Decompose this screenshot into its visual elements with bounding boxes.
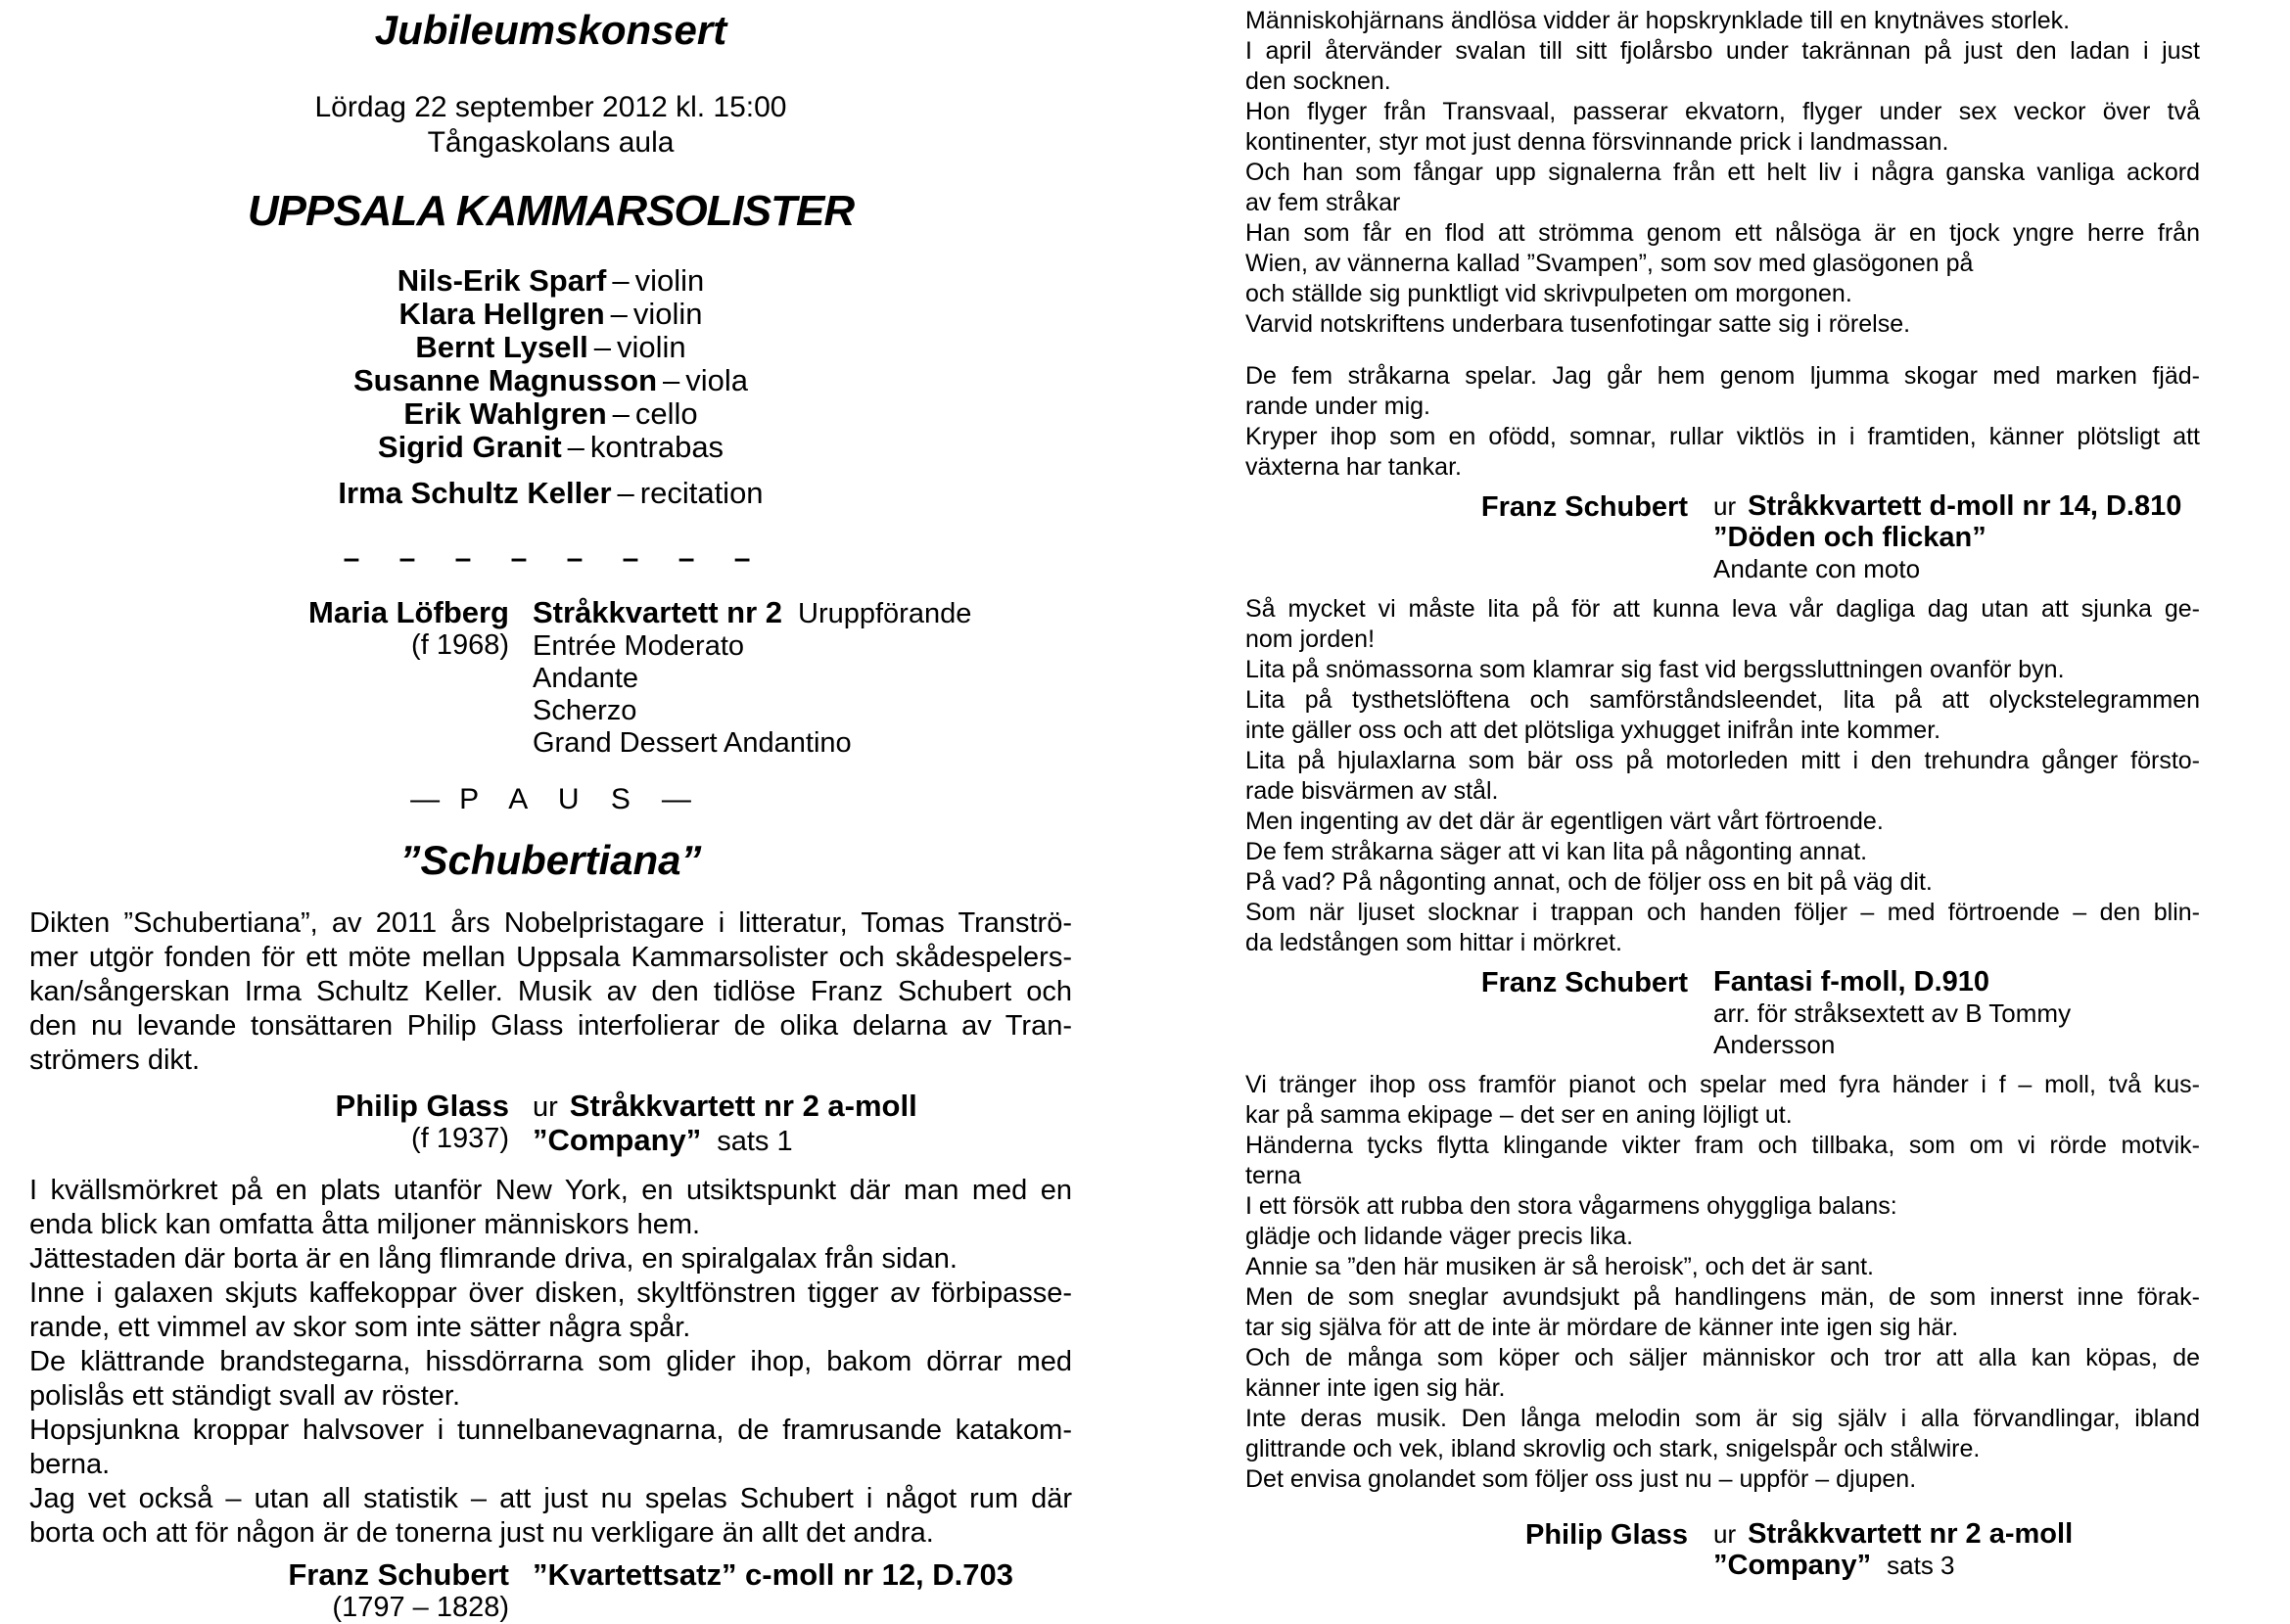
text-line: den nu levande tonsättaren Philip Glass interfolierar de olika delarna av Tran- (29, 1010, 1072, 1042)
dash-separator: – (567, 430, 584, 464)
piece-cell (1713, 490, 2200, 584)
composer-name: Maria Löfberg (308, 595, 509, 629)
piece-title: Stråkkvartett d-moll nr 14, D.810 (1748, 490, 2182, 522)
text-line: tar sig själva för att de inte är mördare de känner inte igen sig här. (1245, 1314, 1959, 1341)
text-line: De klättrande brandstegarna, hissdörrarna som glider ihop, bakom dörrar med (29, 1346, 1072, 1377)
piece-cell (533, 1090, 1072, 1158)
arranger-line-1: arr. för stråksextett av B Tommy (1713, 998, 2072, 1028)
composer-cell (1245, 1518, 1688, 1581)
text-line: Inte deras musik. Den långa melodin som är sig själv i alla förvandlingar, ibland (1245, 1405, 2200, 1432)
text-line: Så mycket vi måste lita på för att kunna leva vår dagliga dag utan att sjunka ge- (1245, 595, 2200, 623)
text-line: kan/sångerskan Irma Schultz Keller. Musik av den tidlöse Franz Schubert och (29, 976, 1072, 1007)
text-line: Lita på tysthetslöftena och samförståndsleendet, lita på att olyckstelegrammen (1245, 686, 2200, 714)
performer-role: kontrabas (589, 430, 724, 464)
arranger-line-2: Andersson (1713, 1030, 1836, 1059)
composer-name: Franz Schubert (1480, 491, 1688, 523)
text-line: terna (1245, 1162, 1301, 1189)
piece-title: Stråkkvartett nr 2 a-moll (569, 1089, 917, 1123)
right-column (1245, 6, 2200, 1581)
intermission-line (29, 783, 1072, 816)
venue-line: Tångaskolans aula (427, 126, 675, 159)
premiere-note: Uruppförande (798, 598, 972, 629)
program-entry-fantasi (1245, 966, 2200, 1060)
performer-role: viola (685, 363, 749, 397)
piece-title-line (1713, 966, 2200, 998)
text-line: Andante (533, 663, 639, 694)
piece-title-line (533, 1090, 1072, 1124)
performer-row (29, 364, 1072, 397)
text-line: borta och att för någon är de tonerna just nu verkligare än allt det andra. (29, 1517, 934, 1549)
text-line: känner inte igen sig här. (1245, 1374, 1506, 1402)
page-title: Jubileumskonsert (374, 7, 727, 53)
text-line: Entrée Moderato (533, 630, 745, 662)
movement-note: sats 1 (717, 1126, 793, 1157)
text-line: Dikten ”Schubertiana”, av 2011 års Nobelpristagare i litteratur, Tomas Tranströ- (29, 907, 1072, 939)
text-line: den socknen. (1245, 68, 1391, 95)
text-line: glittrande och vek, ibland skrovlig och stark, snigelspår och stålwire. (1245, 1435, 1981, 1462)
section-title-schubertiana: ”Schubertiana” (399, 837, 702, 883)
program-entry-glass-sats3 (1245, 1518, 2200, 1581)
program-entry-doden-och-flickan (1245, 490, 2200, 584)
piece-subtitle: ”Döden och flickan” (1713, 522, 1986, 553)
composer-name: Franz Schubert (288, 1557, 509, 1592)
composer-cell (1245, 490, 1688, 584)
reciter-name: Irma Schultz Keller (338, 476, 612, 510)
performer-role: violin (634, 263, 705, 298)
dash-separator: – (612, 396, 630, 431)
program-entry-lofberg (29, 596, 1072, 760)
text-line: Annie sa ”den här musiken är så heroisk”, och det är sant. (1245, 1253, 1874, 1280)
text-line: Wien, av vännerna kallad ”Svampen”, som sov med glasögonen på (1245, 250, 1974, 277)
text-line: nom jorden! (1245, 626, 1376, 653)
text-line: mer utgör fonden för ett möte mellan Uppsala Kammarsolister och skådespelers- (29, 942, 1072, 973)
piece-title-line (1713, 1518, 2200, 1550)
performer-row (29, 264, 1072, 298)
date-block (29, 90, 1072, 161)
text-line: Varvid notskriftens underbara tusenfotingar satte sig i rörelse. (1245, 310, 1911, 338)
piece-cell (1713, 1518, 2200, 1581)
text-line: De fem stråkarna säger att vi kan lita på någonting annat. (1245, 838, 1868, 865)
piece-subtitle-line (1713, 522, 2200, 553)
text-line: På vad? På någonting annat, och de följer oss en bit på väg dit. (1245, 868, 1933, 896)
poem-company-part3 (1245, 361, 2200, 483)
performer-row (29, 431, 1072, 464)
composer-cell (29, 1558, 509, 1624)
dash-separator: – (610, 297, 628, 331)
text-line: Hopsjunkna kroppar halvsover i tunnelbanevagnarna, de framrusande katakom- (29, 1415, 1072, 1446)
text-line: Som när ljuset slocknar i trappan och handen följer – med förtroende – den blin- (1245, 899, 2200, 926)
piece-title-line (533, 596, 1072, 630)
text-line: I april återvänder svalan till sitt fjolårsbo under takrännan på just den ladan i just (1245, 37, 2200, 65)
text-line: växterna har tankar. (1245, 453, 1462, 481)
text-line: Vi tränger ihop oss framför pianot och spelar med fyra händer i f – moll, två kus- (1245, 1071, 2200, 1098)
program-entry-glass-sats1 (29, 1090, 1072, 1158)
program-entry-kvartettsatz (29, 1558, 1072, 1624)
piece-title-line (533, 1558, 1072, 1593)
date-line: Lördag 22 september 2012 kl. 15:00 (314, 91, 787, 123)
performer-role: cello (634, 396, 698, 431)
text-line: inte gäller oss och att det plötsliga yxhugget inifrån inte kommer. (1245, 717, 1941, 744)
performer-name: Bernt Lysell (415, 330, 588, 364)
piece-cell (1713, 966, 2200, 1060)
em-dash: — (410, 783, 441, 815)
piece-title-line (1713, 490, 2200, 522)
composer-cell (1245, 966, 1688, 1060)
piece-subtitle: ”Company” (1713, 1550, 1872, 1581)
text-line: Händerna tycks flytta klingande vikter fram och tillbaka, som om vi rörde motvik- (1245, 1132, 2200, 1159)
performers-list (29, 264, 1072, 464)
text-line: strömers dikt. (29, 1044, 201, 1076)
text-line: Lita på snömassorna som klamrar sig fast vid bergssluttningen ovanför byn. (1245, 656, 2065, 683)
dash-separator: – (612, 263, 630, 298)
piece-prefix: ur (533, 1091, 558, 1123)
composer-cell (29, 1090, 509, 1158)
text-line: Kryper ihop som en ofödd, somnar, rullar viktlös in i framtiden, känner plötsligt att (1245, 423, 2200, 450)
piece-subtitle-line (533, 1124, 1072, 1158)
performer-row (29, 397, 1072, 431)
composer-cell (29, 596, 509, 760)
dashed-divider: – – – – – – – – (343, 542, 759, 575)
piece-cell (533, 1558, 1072, 1624)
text-line: kar på samma ekipage – det ser en aning löjligt ut. (1245, 1101, 1793, 1129)
text-line: och ställde sig punktligt vid skrivpulpeten om morgonen. (1245, 280, 1852, 307)
piece-title: Stråkkvartett nr 2 (533, 595, 783, 629)
text-line: Inne i galaxen skjuts kaffekoppar över disken, skyltfönstren tigger av förbipasse- (29, 1277, 1072, 1309)
composer-birth-year: (f 1968) (411, 629, 509, 661)
intro-paragraph (29, 906, 1072, 1078)
text-line: rade bisvärmen av stål. (1245, 777, 1499, 805)
movement-note: sats 3 (1887, 1551, 1955, 1580)
text-line: Jättestaden där borta är en lång flimrande driva, en spiralgalax från sidan. (29, 1243, 958, 1275)
text-line: Men de som sneglar avundsjukt på handlingens män, de som innerst inne förak- (1245, 1283, 2200, 1311)
text-line: Han som får en flod att strömma genom ett nålsöga är en tjock yngre herre från (1245, 219, 2200, 247)
movement-list (533, 630, 1072, 760)
piece-prefix: ur (1713, 491, 1737, 521)
text-line: glädje och lidande väger precis lika. (1245, 1223, 1634, 1250)
text-line: I ett försök att rubba den stora vågarmens ohyggliga balans: (1245, 1192, 1897, 1220)
text-line: Det envisa gnolandet som följer oss just nu – uppför – djupen. (1245, 1465, 1917, 1493)
composer-name: Philip Glass (1525, 1519, 1688, 1551)
poem-company-part2 (1245, 6, 2200, 340)
performer-name: Sigrid Granit (377, 430, 562, 464)
text-line: av fem stråkar (1245, 189, 1401, 216)
dash-separator: – (617, 476, 634, 510)
performer-role: violin (632, 297, 703, 331)
piece-title: ”Kvartettsatz” c-moll nr 12, D.703 (533, 1557, 1014, 1592)
performer-name: Klara Hellgren (398, 297, 605, 331)
text-line: rande under mig. (1245, 393, 1431, 420)
performer-row (29, 298, 1072, 331)
text-line: Människohjärnans ändlösa vidder är hopskrynklade till en knytnäves storlek. (1245, 7, 2071, 34)
text-line: kontinenter, styr mot just denna försvinnande prick i landmassan. (1245, 128, 1949, 156)
text-line: Jag vet också – utan all statistik – att just nu spelas Schubert i något rum där (29, 1483, 1072, 1514)
performer-name: Susanne Magnusson (352, 363, 658, 397)
reciter-role: recitation (639, 476, 764, 510)
text-line: enda blick kan omfatta åtta miljoner människors hem. (29, 1209, 701, 1240)
intermission-label: P A U S (459, 783, 642, 815)
text-line: Scherzo (533, 695, 637, 726)
piece-cell (533, 596, 1072, 760)
performer-role: violin (616, 330, 686, 364)
text-line: Hon flyger från Transvaal, passerar ekvatorn, flyger under sex veckor över två (1245, 98, 2200, 125)
text-line: polislås ett ständigt svall av röster. (29, 1380, 461, 1412)
composer-name: Franz Schubert (1480, 967, 1688, 998)
left-column (29, 0, 1072, 1624)
piece-subtitle: ”Company” (533, 1123, 702, 1157)
text-line: Grand Dessert Andantino (533, 727, 852, 759)
text-line: Och de många som köper och säljer människor och tror att alla kan köpas, de (1245, 1344, 2200, 1371)
performer-name: Nils-Erik Sparf (397, 263, 607, 298)
performer-row (29, 331, 1072, 364)
em-dash: — (661, 783, 691, 815)
poem-doden-och-flickan (1245, 594, 2200, 958)
piece-prefix: ur (1713, 1519, 1737, 1549)
dash-separator: – (663, 363, 680, 397)
text-line: rande, ett vimmel av skor som inte sätter några spår. (29, 1312, 691, 1343)
composer-life-years: (1797 – 1828) (332, 1592, 509, 1623)
text-line: Lita på hjulaxlarna som bär oss på motorleden mitt i den trehundra gånger försto- (1245, 747, 2200, 774)
piece-title: Stråkkvartett nr 2 a-moll (1748, 1518, 2074, 1550)
text-line: Och han som fångar upp signalerna från ett helt liv i några ganska vanliga ackord (1245, 159, 2200, 186)
reciter-row (29, 477, 1072, 510)
composer-name: Philip Glass (335, 1089, 509, 1123)
text-line: Men ingenting av det där är egentligen värt vårt förtroende. (1245, 808, 1884, 835)
piece-title: Fantasi f-moll, D.910 (1713, 966, 1990, 998)
text-line: berna. (29, 1449, 111, 1480)
text-line: I kvällsmörkret på en plats utanför New York, en utsiktspunkt där man med en (29, 1175, 1072, 1206)
text-line: da ledstången som hittar i mörkret. (1245, 929, 1622, 956)
tempo-marking: Andante con moto (1713, 554, 1921, 583)
ensemble-name: UPPSALA KAMMARSOLISTER (247, 187, 855, 235)
piece-subtitle-line (1713, 1550, 2200, 1581)
composer-birth-year: (f 1937) (411, 1123, 509, 1154)
poem-company-part1 (29, 1174, 1072, 1551)
text-line: De fem stråkarna spelar. Jag går hem genom ljumma skogar med marken fjäd- (1245, 362, 2200, 390)
poem-fantasi (1245, 1070, 2200, 1495)
dash-separator: – (593, 330, 611, 364)
performer-name: Erik Wahlgren (403, 396, 607, 431)
